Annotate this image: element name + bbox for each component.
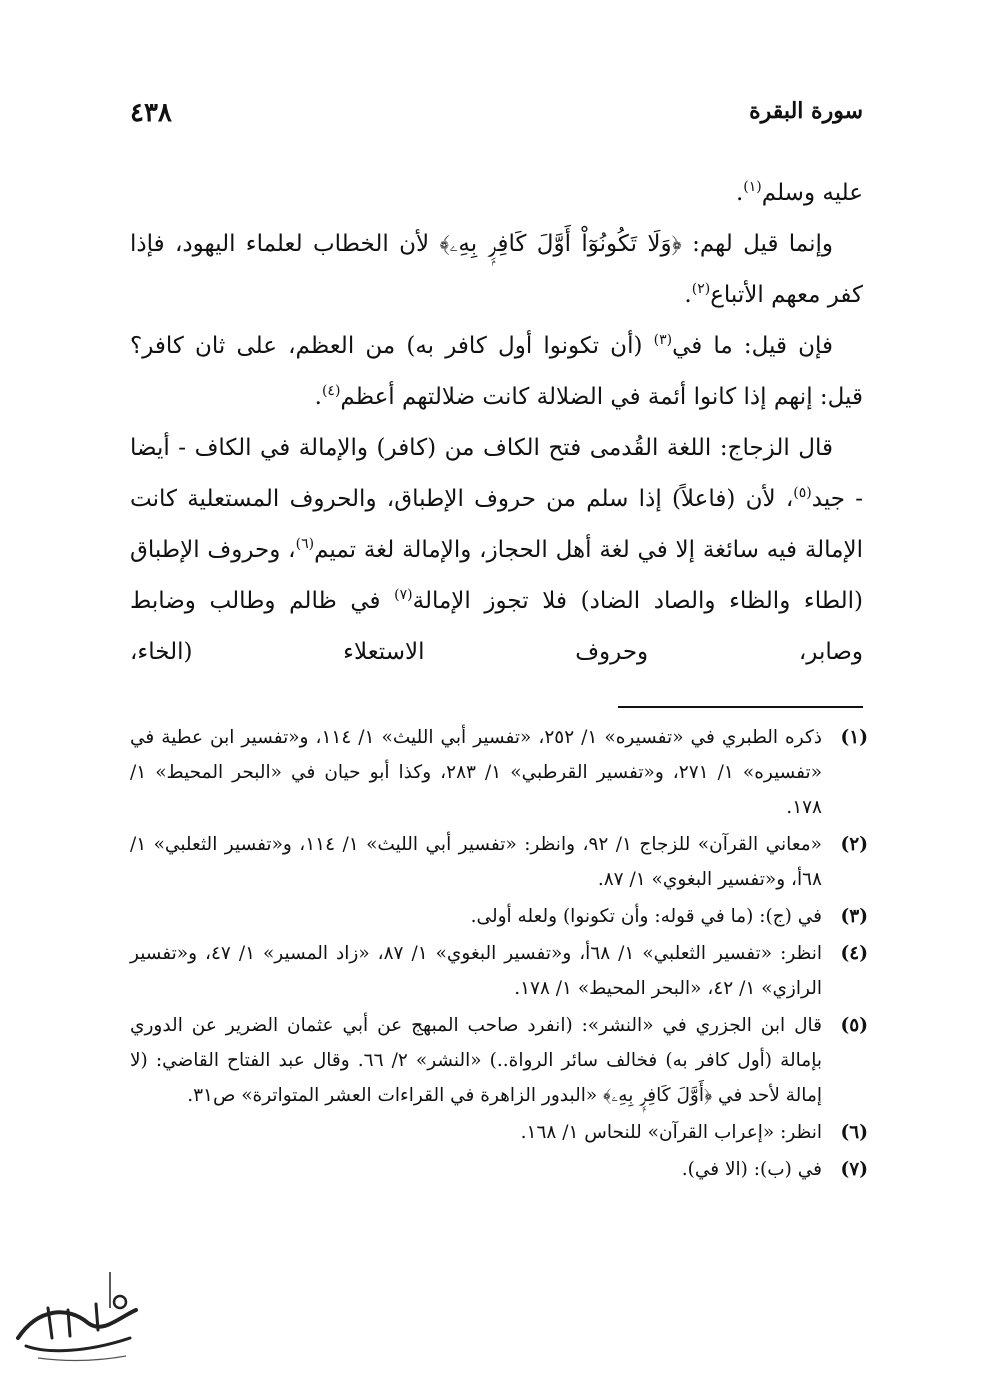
footnote-item — [130, 1115, 868, 1150]
footnote-number: (٥) — [840, 1015, 868, 1036]
page-number: ٤٣٨ — [130, 98, 172, 128]
calligraphy-stamp-logo — [8, 1268, 148, 1368]
footnote-item — [130, 936, 868, 1006]
footnote-item — [130, 899, 868, 934]
text-run: عليه وسلم — [761, 180, 863, 206]
text-run: . — [735, 180, 744, 206]
footnote-ref: (٦) — [295, 536, 315, 552]
footnote-number: (٧) — [840, 1159, 868, 1180]
footnote-ref: (٤) — [321, 383, 341, 399]
footnotes — [130, 720, 868, 1189]
footnote-number: (٦) — [840, 1122, 868, 1143]
footnote-text: «معاني القرآن» للزجاج ١/ ٩٢، وانظر: «تفسير أبي الليث» ١/ ١١٤، و«تفسير الثعلبي» ١/ ٦٨أ، و«تفسير البغوي» ١/ ٨٧. — [130, 834, 822, 890]
paragraph-1 — [130, 168, 863, 219]
text-run: ، وحروف الإطباق (الطاء والظاء والصاد الضاد) فلا تجوز الإمالة — [130, 537, 863, 614]
paragraph-3 — [130, 321, 863, 423]
footnote-item — [130, 1008, 868, 1113]
footnote-ref: (٣) — [653, 332, 673, 348]
text-run: وإنما قيل لهم: — [681, 231, 834, 257]
text-run: . — [684, 282, 692, 308]
paragraph-2 — [130, 219, 863, 321]
footnote-item — [130, 1152, 868, 1187]
running-title: سورة البقرة — [749, 98, 863, 124]
footnote-number: (١) — [840, 727, 868, 748]
footnote-item — [130, 827, 868, 897]
footnote-text: في (ج): (ما في قوله: وأن تكونوا) ولعله أولى. — [470, 906, 822, 927]
text-run: لأن الخطاب لعلماء اليهود، فإذا كفر معهم الأتباع — [130, 231, 863, 308]
text-run: (أن تكونوا أول كافر به) من العظم، على ثان كافر؟ قيل: إنهم إذا كانوا أئمة في الضلالة كانت ضلالتهم أعظم — [130, 333, 863, 410]
footnote-text: قال ابن الجزري في «النشر»: (انفرد صاحب المبهج عن أبي عثمان الضرير عن الدوري بإمالة (أول كافر به) فخالف سائر الرواة..) «النشر» ٢/ ٦٦. وقال عبد الفتاح القاضي: (لا إمالة لأحد في ﴿أَوَّلَ كَافِرِۭ بِهِۦ﴾ «البدور الزاهرة في القراءات العشر المتواترة» ص٣١. — [130, 1015, 822, 1106]
footnote-number: (٤) — [840, 943, 868, 964]
text-run: ، لأن (فاعلاً) إذا سلم من حروف الإطباق، والحروف المستعلية كانت الإمالة فيه سائغة إلا في لغة أهل الحجاز، والإمالة لغة تميم — [130, 486, 863, 563]
text-run: قال الزجاج: اللغة القُدمى فتح الكاف من (كافر) والإمالة في الكاف - أيضا - جيد — [130, 435, 863, 512]
footnote-ref: (١) — [743, 179, 762, 195]
page-header — [130, 98, 863, 138]
footnote-ref: (٧) — [394, 587, 413, 603]
quran-verse: ﴿وَلَا تَكُونُوٓاْ أَوَّلَ كَافِرِۭ بِهِۦ﴾ — [439, 231, 682, 257]
text-run: فإن قيل: ما في — [672, 333, 834, 359]
footnote-number: (٢) — [840, 834, 868, 855]
footnote-item — [130, 720, 868, 825]
footnote-text: ذكره الطبري في «تفسيره» ١/ ٢٥٢، «تفسير أبي الليث» ١/ ١١٤، و«تفسير ابن عطية في «تفسيره» ١/ ٢٧١، و«تفسير القرطبي» ١/ ٢٨٣، وكذا أبو حيان في «البحر المحيط» ١/ ١٧٨. — [130, 727, 823, 818]
main-text — [130, 168, 863, 678]
footnote-number: (٣) — [840, 906, 868, 927]
text-run: في ظالم وطالب وضابط وصابر، وحروف الاستعلاء (الخاء، — [130, 588, 863, 665]
footnote-text: انظر: «إعراب القرآن» للنحاس ١/ ١٦٨. — [520, 1122, 822, 1143]
footnote-text: في (ب): (الا في). — [681, 1159, 822, 1180]
footnote-divider — [618, 706, 863, 708]
paragraph-4 — [130, 423, 863, 678]
footnote-ref: (٢) — [691, 281, 711, 297]
footnote-text: انظر: «تفسير الثعلبي» ١/ ٦٨أ، و«تفسير البغوي» ١/ ٨٧، «زاد المسير» ١/ ٤٧، و«تفسير الرازي» ١/ ٤٢، «البحر المحيط» ١/ ١٧٨. — [130, 943, 822, 999]
footnote-ref: (٥) — [793, 485, 812, 501]
text-run: . — [314, 384, 322, 410]
